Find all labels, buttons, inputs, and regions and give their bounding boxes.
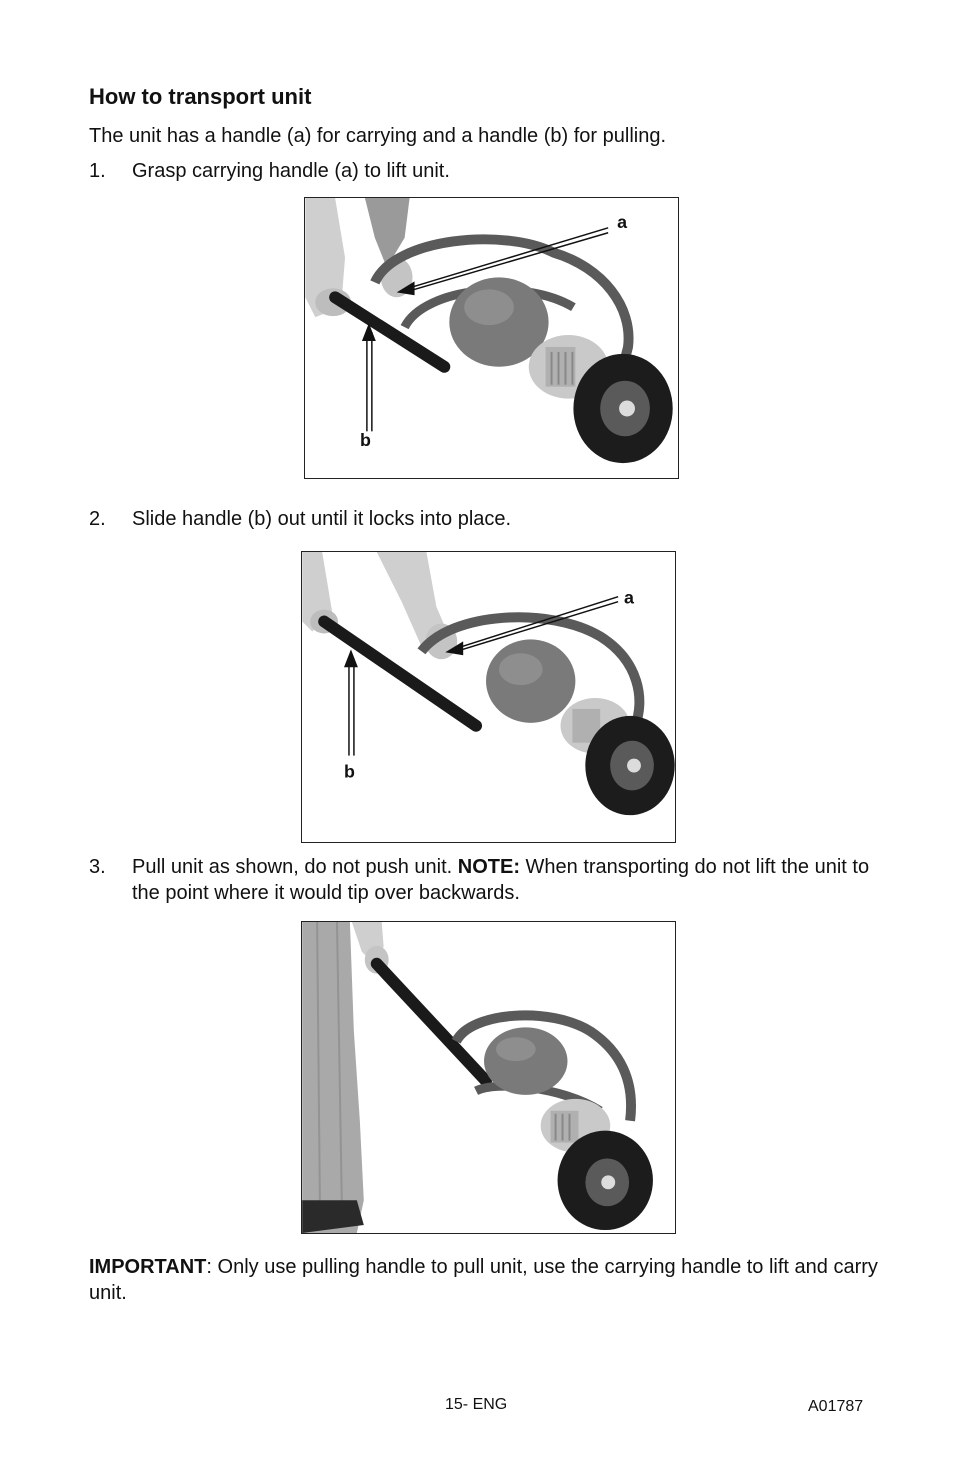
compressor-lift-icon: [305, 198, 678, 478]
important-text: : Only use pulling handle to pull unit, use the carrying handle to lift and carry unit.: [89, 1256, 878, 1304]
compressor-handle-extend-icon: [302, 552, 675, 842]
note-label: NOTE:: [457, 856, 520, 878]
step-number: 1.: [89, 160, 106, 182]
step-text-part: Pull unit as shown, do not push unit.: [132, 856, 458, 878]
step-number: 2.: [89, 508, 106, 530]
figure-pull-unit: [301, 921, 676, 1234]
step-text: Slide handle (b) out until it locks into place.: [132, 508, 512, 530]
step-text: Grasp carrying handle (a) to lift unit.: [132, 160, 450, 182]
figure-extend-handle: [301, 551, 676, 843]
step-text-part: When transporting do not lift the unit to the point where it would tip over backwards.: [132, 856, 870, 904]
step-text: [132, 854, 872, 906]
callout-b: b: [343, 761, 355, 782]
page-number: 15- ENG: [445, 1396, 508, 1413]
important-label: IMPORTANT: [89, 1256, 207, 1278]
intro-paragraph: The unit has a handle (a) for carrying and a handle (b) for pulling.: [89, 125, 667, 147]
figure-lift-unit: [304, 197, 679, 479]
section-heading: How to transport unit: [89, 84, 312, 109]
compressor-pull-icon: [302, 922, 675, 1233]
document-code: A01787: [808, 1398, 864, 1415]
step-number: 3.: [89, 856, 106, 878]
callout-a: a: [617, 211, 628, 232]
important-paragraph: [89, 1254, 879, 1306]
callout-a: a: [624, 587, 635, 608]
callout-b: b: [359, 430, 371, 451]
